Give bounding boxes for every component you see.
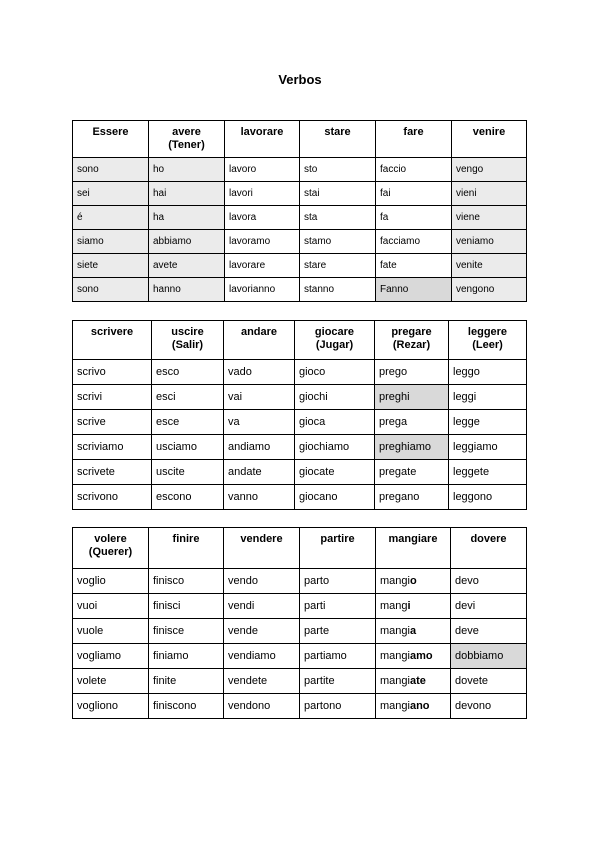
table-cell: giocate [295,460,375,485]
table-cell-highlighted: preghiamo [375,435,449,460]
table-cell: scrive [73,410,152,435]
table-cell: gioco [295,360,375,385]
table-cell: andiamo [224,435,295,460]
verb-stem: mangi [380,650,410,662]
column-header: uscire (Salir) [152,321,224,360]
table-cell: vuoi [73,594,149,619]
table-row [73,206,527,230]
table-cell: vanno [224,485,295,510]
verb-ending: a [409,625,417,637]
table-row [73,435,527,460]
table-header-row [73,528,527,569]
table-header-row [73,321,527,360]
table-cell: devono [451,694,527,719]
table-cell: vende [224,619,300,644]
table-cell [376,569,451,594]
table-cell: faccio [376,158,452,182]
table-cell: parti [300,594,376,619]
table-cell: lavorare [225,254,300,278]
table-cell: prega [375,410,449,435]
column-header: dovere [451,528,527,569]
column-header: vendere [224,528,300,569]
table-cell: lavorianno [225,278,300,302]
table-cell: vieni [452,182,527,206]
table-row [73,644,527,669]
table-cell-highlighted: Fanno [376,278,452,302]
table-cell: pregate [375,460,449,485]
table-row [73,410,527,435]
verb-ending: ate [409,675,426,687]
table-header-row [73,121,527,158]
verb-ending: i [407,600,411,612]
table-cell: partono [300,694,376,719]
table-cell: uscite [152,460,224,485]
table-cell: stamo [300,230,376,254]
table-cell: giochiamo [295,435,375,460]
page-title: Verbos [278,72,322,87]
column-header: fare [376,121,452,158]
column-header: pregare (Rezar) [375,321,449,360]
column-header: avere (Tener) [149,121,225,158]
table-cell: devi [451,594,527,619]
table-cell: vogliono [73,694,149,719]
table-cell [376,644,451,669]
table-cell: vai [224,385,295,410]
table-cell: legge [449,410,527,435]
table-cell: scrivono [73,485,152,510]
table-row [73,385,527,410]
table-cell: vendono [224,694,300,719]
table-row [73,230,527,254]
verb-stem: mangi [380,625,410,637]
verb-ending: amo [409,650,433,662]
table-cell: hanno [149,278,225,302]
table-cell: leggo [449,360,527,385]
table-cell: lavoro [225,158,300,182]
table-cell: é [73,206,149,230]
table-cell: siamo [73,230,149,254]
table-cell: esco [152,360,224,385]
table-row [73,460,527,485]
table-cell: leggiamo [449,435,527,460]
table-cell: parto [300,569,376,594]
table-cell [376,669,451,694]
table-cell: stai [300,182,376,206]
table-cell: viene [452,206,527,230]
table-cell: finiamo [149,644,224,669]
table-cell: esce [152,410,224,435]
table-cell: scriviamo [73,435,152,460]
table-cell: sono [73,158,149,182]
table-cell: scrivete [73,460,152,485]
table-cell: va [224,410,295,435]
table-row [73,278,527,302]
table-cell: finiscono [149,694,224,719]
table-cell: venite [452,254,527,278]
table-cell: ho [149,158,225,182]
table-cell: deve [451,619,527,644]
table-cell: hai [149,182,225,206]
table-cell: vendete [224,669,300,694]
verb-ending: ano [409,700,430,712]
table-cell: leggono [449,485,527,510]
table-row [73,594,527,619]
table-cell: lavora [225,206,300,230]
table-cell: sei [73,182,149,206]
table-cell: partite [300,669,376,694]
column-header: giocare (Jugar) [295,321,375,360]
table-cell: fate [376,254,452,278]
table-cell: andate [224,460,295,485]
column-header: Essere [73,121,149,158]
table-cell: finisco [149,569,224,594]
table-cell: leggi [449,385,527,410]
table-cell: usciamo [152,435,224,460]
table-cell: veniamo [452,230,527,254]
column-header: volere (Querer) [73,528,149,569]
table-cell: avete [149,254,225,278]
table-cell: vendi [224,594,300,619]
table-cell: stare [300,254,376,278]
table-cell: giochi [295,385,375,410]
table-cell: sto [300,158,376,182]
verb-stem: mang [380,600,408,612]
table-cell: vuole [73,619,149,644]
table-cell: devo [451,569,527,594]
table-cell: stanno [300,278,376,302]
table-cell: parte [300,619,376,644]
verb-stem: mangi [380,575,410,587]
table-cell: vengono [452,278,527,302]
table-cell: fai [376,182,452,206]
table-row [73,360,527,385]
column-header: leggere (Leer) [449,321,527,360]
table-cell: pregano [375,485,449,510]
table-row [73,669,527,694]
table-row [73,569,527,594]
table-cell: esci [152,385,224,410]
table-cell: partiamo [300,644,376,669]
table-cell: giocano [295,485,375,510]
table-cell: sono [73,278,149,302]
column-header: scrivere [73,321,152,360]
table-cell: scrivi [73,385,152,410]
column-header: finire [149,528,224,569]
table-cell: siete [73,254,149,278]
table-cell: ha [149,206,225,230]
verb-stem: mangi [380,700,410,712]
column-header: mangiare [376,528,451,569]
table-cell: facciamo [376,230,452,254]
verb-table-3 [72,527,527,719]
table-cell: vado [224,360,295,385]
verb-table-2 [72,320,527,510]
table-cell [376,619,451,644]
table-cell: escono [152,485,224,510]
table-cell: abbiamo [149,230,225,254]
column-header: stare [300,121,376,158]
table-cell-highlighted: dobbiamo [451,644,527,669]
verb-stem: mangi [380,675,410,687]
verb-table-1 [72,120,527,302]
verb-ending: o [409,575,417,587]
table-cell: voglio [73,569,149,594]
table-cell: dovete [451,669,527,694]
table-cell: gioca [295,410,375,435]
table-cell: vengo [452,158,527,182]
column-header: andare [224,321,295,360]
table-cell: finisci [149,594,224,619]
table-cell: vendiamo [224,644,300,669]
table-row [73,158,527,182]
table-cell: scrivo [73,360,152,385]
table-cell: prego [375,360,449,385]
table-cell: finisce [149,619,224,644]
table-cell [376,594,451,619]
table-cell: vendo [224,569,300,594]
table-cell: sta [300,206,376,230]
table-row [73,694,527,719]
table-cell: lavori [225,182,300,206]
table-cell: volete [73,669,149,694]
column-header: lavorare [225,121,300,158]
table-cell-highlighted: preghi [375,385,449,410]
table-cell: lavoramo [225,230,300,254]
table-cell: vogliamo [73,644,149,669]
table-row [73,619,527,644]
table-row [73,254,527,278]
column-header: partire [300,528,376,569]
column-header: venire [452,121,527,158]
table-row [73,485,527,510]
table-cell: leggete [449,460,527,485]
table-cell: fa [376,206,452,230]
table-cell: finite [149,669,224,694]
table-cell [376,694,451,719]
table-row [73,182,527,206]
